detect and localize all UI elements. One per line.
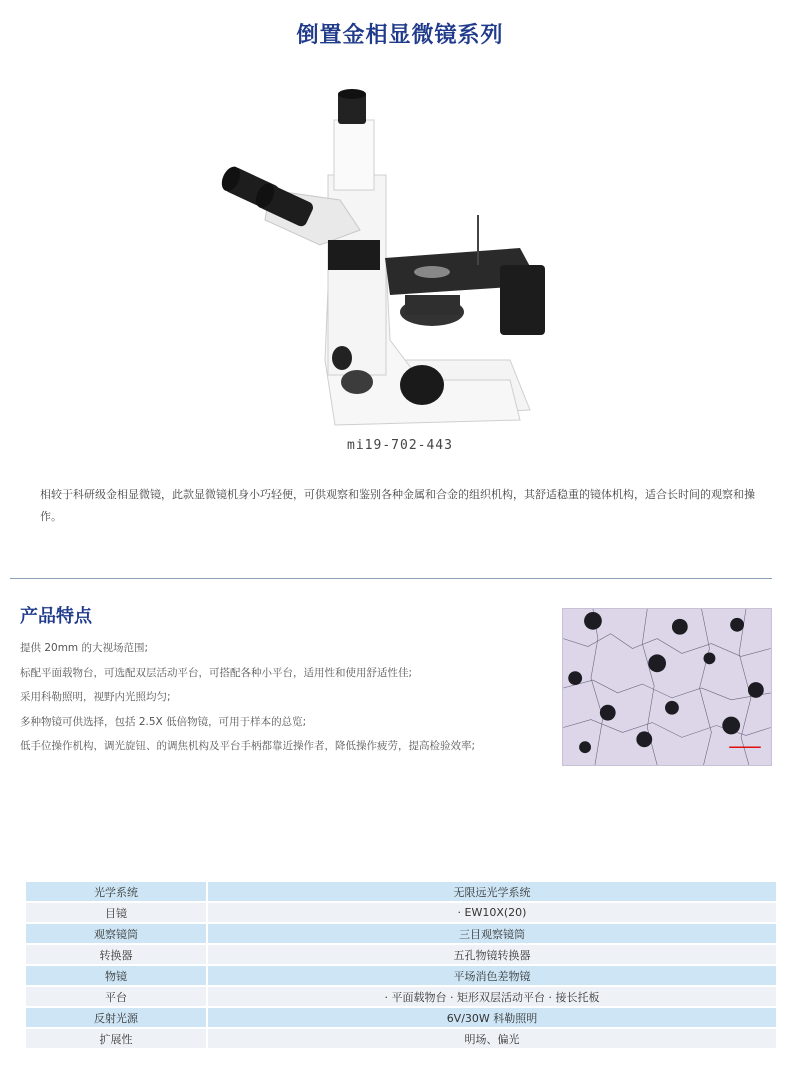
spec-value: 6V/30W 科勒照明 <box>206 1008 776 1027</box>
feature-item: 采用科勒照明，视野内光照均匀; <box>20 691 171 703</box>
spec-value: 无限远光学系统 <box>206 882 776 901</box>
table-row <box>26 924 776 943</box>
spec-label: 反射光源 <box>26 1008 206 1027</box>
table-row <box>26 903 776 922</box>
spec-label: 目镜 <box>26 903 206 922</box>
feature-item: 多种物镜可供选择，包括 2.5X 低倍物镜，可用于样本的总览; <box>20 715 307 728</box>
spec-value: · 平面载物台 · 矩形双层活动平台 · 接长托板 <box>206 987 776 1006</box>
features-list <box>20 640 540 763</box>
table-row <box>26 966 776 985</box>
spec-value: 五孔物镜转换器 <box>206 945 776 964</box>
section-divider <box>10 578 772 579</box>
spec-label: 观察镜筒 <box>26 924 206 943</box>
feature-item: 标配平面载物台，可选配双层活动平台，可搭配各种小平台，适用性和使用舒适性佳; <box>20 666 413 679</box>
product-description: 相较于科研级金相显微镜，此款显微镜机身小巧轻便，可供观察和鉴别各种金属和合金的组织机构，其舒适稳重的镜体机构，适合长时间的观察和操作。 <box>40 488 755 523</box>
table-row <box>26 882 776 901</box>
microscope-image <box>210 80 550 435</box>
table-row <box>26 945 776 964</box>
model-number: mi19-702-443 <box>347 438 453 453</box>
table-row <box>26 1029 776 1048</box>
spec-label: 物镜 <box>26 966 206 985</box>
spec-value: 明场、偏光 <box>206 1029 776 1048</box>
spec-value: 三目观察镜筒 <box>206 924 776 943</box>
spec-label: 光学系统 <box>26 882 206 901</box>
spec-table <box>26 880 776 1050</box>
spec-label: 平台 <box>26 987 206 1006</box>
spec-label: 转换器 <box>26 945 206 964</box>
table-row <box>26 1008 776 1027</box>
feature-item: 提供 20mm 的大视场范围; <box>20 642 149 654</box>
table-row <box>26 987 776 1006</box>
page-title: 倒置金相显微镜系列 <box>296 23 504 48</box>
feature-item: 低手位操作机构，调光旋钮、的调焦机构及平台手柄都靠近操作者，降低操作疲劳，提高检验效率; <box>20 740 476 752</box>
spec-value: 平场消色差物镜 <box>206 966 776 985</box>
sample-micrograph-image <box>562 608 772 766</box>
spec-label: 扩展性 <box>26 1029 206 1048</box>
spec-value: · EW10X(20) <box>206 903 776 922</box>
features-title: 产品特点 <box>20 606 92 627</box>
